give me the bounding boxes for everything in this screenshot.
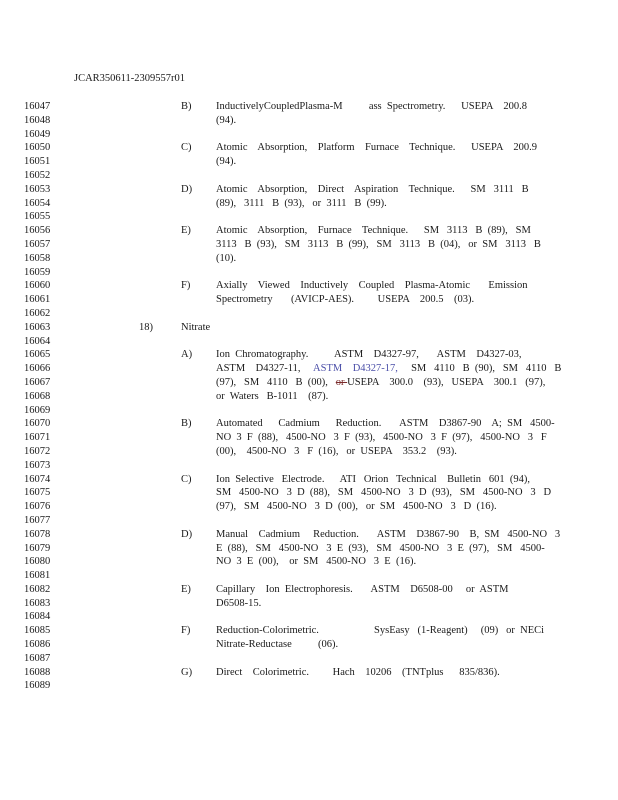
- document-id: JCAR350611-2309557r01: [74, 73, 186, 84]
- item-text-line: (10).: [216, 252, 237, 264]
- line-number: 16065: [24, 349, 51, 361]
- line-number: 16059: [24, 266, 51, 278]
- line-number: 16089: [24, 680, 51, 692]
- line-number: 16050: [24, 142, 51, 154]
- line-number: 16055: [24, 211, 51, 223]
- line-number: 16086: [24, 639, 51, 651]
- line-number: 16048: [24, 114, 51, 126]
- line-number: 16058: [24, 252, 51, 264]
- line-number: 16069: [24, 404, 51, 416]
- item-letter: D): [181, 528, 193, 540]
- line-number: 16080: [24, 556, 51, 568]
- item-text-line: NO 3 F (88), 4500-NO 3 F (93), 4500-NO 3 F (97), 4500-NO 3 F: [216, 432, 547, 444]
- line-number: 16072: [24, 445, 51, 457]
- line-number: 16071: [24, 432, 51, 444]
- item-letter: C): [181, 473, 192, 485]
- section-title: Nitrate: [181, 321, 211, 333]
- item-text-line: (89), 3111 B (93), or 3111 B (99).: [216, 197, 387, 209]
- line-number: 16067: [24, 376, 51, 388]
- item-letter: A): [181, 349, 193, 361]
- item-text-line: Manual Cadmium Reduction. ASTM D3867-90 B, SM 4500-NO 3: [216, 528, 561, 540]
- line-number: 16076: [24, 501, 51, 513]
- line-number: 16063: [24, 321, 51, 333]
- line-number: 16078: [24, 528, 51, 540]
- line-number: 16074: [24, 473, 51, 485]
- line-number-column: [24, 100, 64, 693]
- item-text-line: (97), SM 4110 B (00), or USEPA 300.0 (93), USEPA 300.1 (97),: [216, 376, 546, 388]
- line-number: 16073: [24, 459, 51, 471]
- item-text-line: Direct Colorimetric. Hach 10206 (TNTplus 835/836).: [216, 666, 500, 678]
- line-number: 16081: [24, 570, 51, 582]
- line-number: 16082: [24, 583, 51, 595]
- item-letter: B): [181, 418, 192, 430]
- line-number: 16087: [24, 652, 51, 664]
- item-letter: G): [181, 666, 193, 678]
- line-number: 16047: [24, 101, 51, 112]
- item-letter: C): [181, 142, 192, 154]
- inserted-text: ASTM D4327-17,: [313, 363, 398, 375]
- item-text-line: D6508-15.: [216, 597, 262, 609]
- line-number: 16056: [24, 225, 51, 237]
- item-text-line: Atomic Absorption, Furnace Technique. SM 3113 B (89), SM: [216, 225, 531, 237]
- line-number: 16075: [24, 487, 51, 499]
- line-number: 16077: [24, 514, 51, 526]
- item-text-line: E (88), SM 4500-NO 3 E (93), SM 4500-NO 3 E (97), SM 4500-: [216, 542, 545, 554]
- line-number: 16068: [24, 390, 51, 402]
- item-text-line: SM 4500-NO 3 D (88), SM 4500-NO 3 D (93), SM 4500-NO 3 D: [216, 487, 552, 499]
- item-text-line: Axially Viewed Inductively Coupled Plasma-Atomic Emission: [216, 280, 528, 292]
- item-text-line: (97), SM 4500-NO 3 D (00), or SM 4500-NO 3 D (16).: [216, 501, 497, 513]
- item-letter: E): [181, 225, 191, 237]
- item-text-line: (94).: [216, 156, 237, 168]
- line-number: 16054: [24, 197, 51, 209]
- line-number: 16066: [24, 363, 51, 375]
- item-text-line: InductivelyCoupledPlasma-M ass Spectrometry. USEPA 200.8: [216, 101, 527, 112]
- line-number: 16057: [24, 238, 51, 250]
- line-number: 16051: [24, 156, 51, 168]
- line-number: 16061: [24, 294, 51, 306]
- line-number: 16053: [24, 183, 51, 195]
- section-number: 18): [139, 321, 153, 333]
- item-letter: F): [181, 625, 191, 637]
- item-text-line: 3113 B (93), SM 3113 B (99), SM 3113 B (04), or SM 3113 B: [216, 238, 541, 250]
- item-text-line: Nitrate-Reductase (06).: [216, 639, 339, 651]
- item-letter: B): [181, 101, 192, 112]
- line-number: 16064: [24, 335, 51, 347]
- line-number: 16052: [24, 169, 51, 181]
- item-text-line: Capillary Ion Electrophoresis. ASTM D6508-00 or ASTM: [216, 584, 509, 595]
- line-number: 16088: [24, 666, 51, 678]
- item-text-line: Automated Cadmium Reduction. ASTM D3867-90 A; SM 4500-: [216, 418, 555, 430]
- item-text-line: (94).: [216, 114, 237, 126]
- deleted-text: or: [335, 376, 348, 388]
- item-letter: D): [181, 183, 193, 195]
- item-text-line: ASTM D4327-11, ASTM D4327-17, SM 4110 B (90), SM 4110 B: [216, 363, 562, 375]
- item-text-line: Ion Chromatography. ASTM D4327-97, ASTM D4327-03,: [216, 349, 522, 361]
- line-number: 16060: [24, 280, 51, 292]
- item-text-line: (00), 4500-NO 3 F (16), or USEPA 353.2 (93).: [216, 445, 457, 457]
- item-letter: F): [181, 280, 191, 292]
- item-text-line: Atomic Absorption, Direct Aspiration Technique. SM 3111 B: [216, 183, 529, 195]
- line-number: 16062: [24, 307, 51, 319]
- item-text-line: Atomic Absorption, Platform Furnace Technique. USEPA 200.9: [216, 142, 537, 154]
- line-number: 16084: [24, 611, 51, 623]
- line-number: 16049: [24, 128, 51, 140]
- item-letter: E): [181, 584, 191, 595]
- item-text-line: Reduction-Colorimetric. SysEasy (1-Reagent) (09) or NECi: [216, 625, 545, 637]
- line-number: 16079: [24, 542, 51, 554]
- item-text-line: Ion Selective Electrode. ATI Orion Technical Bulletin 601 (94),: [216, 473, 530, 485]
- line-number: 16085: [24, 625, 51, 637]
- item-text-line: NO 3 E (00), or SM 4500-NO 3 E (16).: [216, 556, 417, 568]
- item-text-line: or Waters B-1011 (87).: [216, 390, 329, 402]
- line-number: 16083: [24, 597, 51, 609]
- line-number: 16070: [24, 418, 51, 430]
- item-text-line: Spectrometry (AVICP-AES). USEPA 200.5 (03).: [216, 294, 475, 306]
